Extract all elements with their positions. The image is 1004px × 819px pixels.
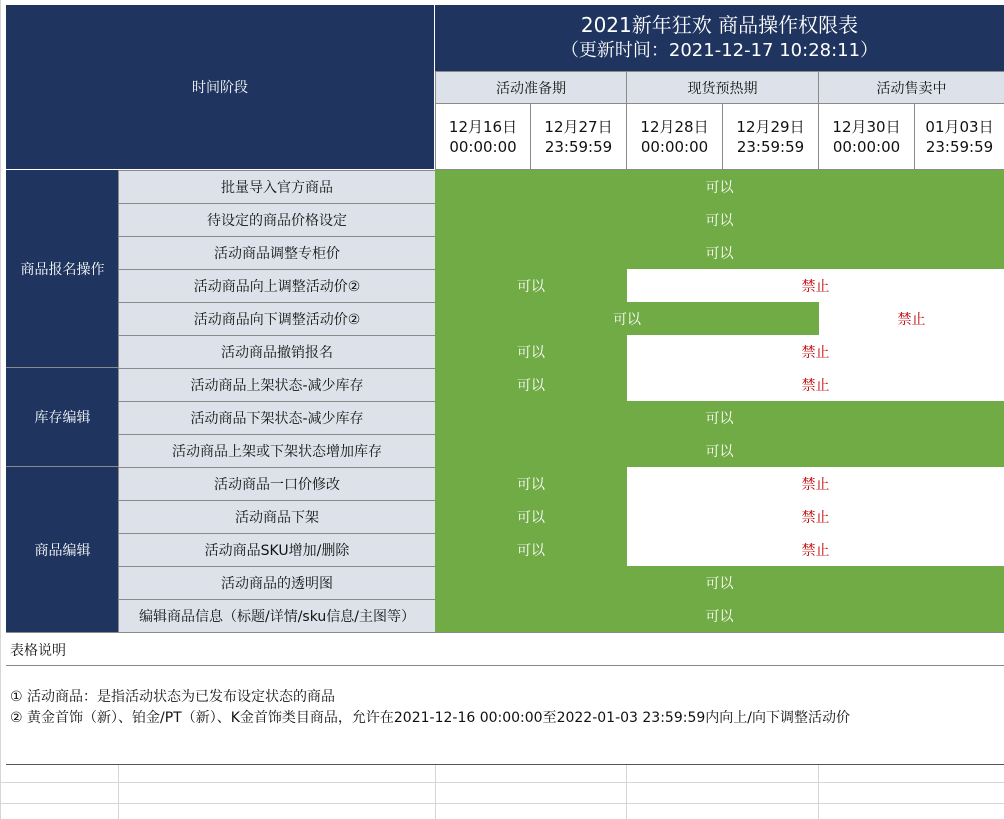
permission-allowed-cell: 可以 [435,170,1004,204]
permission-forbidden-cell: 禁止 [627,500,1004,534]
row-label: 活动商品下架 [118,500,436,534]
permission-allowed-cell: 可以 [435,566,1004,600]
date-cell: 12月29日 23:59:59 [722,103,819,170]
permission-allowed-cell: 可以 [435,335,627,369]
permission-allowed-cell: 可以 [435,434,1004,468]
empty-grid [0,765,1004,819]
time-stage-header: 时间阶段 [6,5,435,169]
group-label-stock: 库存编辑 [6,368,119,467]
date-cell: 12月27日 23:59:59 [530,103,627,170]
note-line: ② 黄金首饰（新）、铂金/PT（新）、K金首饰类目商品，允许在2021-12-16 00:00:00至2022-01-03 23:59:59内向上/向下调整活动价 [10,710,850,726]
update-time: （更新时间：2021-12-17 10:28:11） [560,40,879,61]
permission-forbidden-cell: 禁止 [627,533,1004,567]
permission-allowed-cell: 可以 [435,302,819,336]
notes-section [6,632,1004,765]
phase-header-preheat: 现货预热期 [626,71,819,104]
row-label: 活动商品撤销报名 [118,335,436,369]
notes-divider [6,665,1004,666]
permission-allowed-cell: 可以 [435,599,1004,633]
date-cell: 01月03日 23:59:59 [914,103,1004,170]
permission-allowed-cell: 可以 [435,401,1004,435]
permission-allowed-cell: 可以 [435,500,627,534]
table-title [435,5,1004,71]
date-cell: 12月30日 00:00:00 [818,103,915,170]
row-label: 活动商品调整专柜价 [118,236,436,270]
permission-allowed-cell: 可以 [435,203,1004,237]
phase-header-prep: 活动准备期 [435,71,627,104]
row-label: 批量导入官方商品 [118,170,436,204]
row-label: 编辑商品信息（标题/详情/sku信息/主图等） [118,599,436,633]
permission-allowed-cell: 可以 [435,368,627,402]
permission-allowed-cell: 可以 [435,236,1004,270]
page-title: 2021新年狂欢 商品操作权限表 [580,13,859,37]
row-label: 活动商品上架状态-减少库存 [118,368,436,402]
row-label: 活动商品的透明图 [118,566,436,600]
row-label: 活动商品SKU增加/删除 [118,533,436,567]
permission-forbidden-cell: 禁止 [627,467,1004,501]
date-cell: 12月28日 00:00:00 [626,103,723,170]
notes-heading: 表格说明 [10,643,66,659]
permission-forbidden-cell: 禁止 [819,302,1004,336]
phase-header-selling: 活动售卖中 [818,71,1004,104]
permission-allowed-cell: 可以 [435,269,627,303]
row-label: 待设定的商品价格设定 [118,203,436,237]
permission-forbidden-cell: 禁止 [627,269,1004,303]
note-line: ① 活动商品：是指活动状态为已发布设定状态的商品 [10,689,335,705]
row-label: 活动商品向下调整活动价② [118,302,436,336]
group-label-product: 商品编辑 [6,467,119,632]
row-label: 活动商品下架状态-减少库存 [118,401,436,435]
permission-forbidden-cell: 禁止 [627,335,1004,369]
group-label-signup: 商品报名操作 [6,170,119,368]
permission-forbidden-cell: 禁止 [627,368,1004,402]
permission-allowed-cell: 可以 [435,467,627,501]
row-label: 活动商品上架或下架状态增加库存 [118,434,436,468]
row-label: 活动商品一口价修改 [118,467,436,501]
row-label: 活动商品向上调整活动价② [118,269,436,303]
permission-allowed-cell: 可以 [435,533,627,567]
date-cell: 12月16日 00:00:00 [435,103,531,170]
